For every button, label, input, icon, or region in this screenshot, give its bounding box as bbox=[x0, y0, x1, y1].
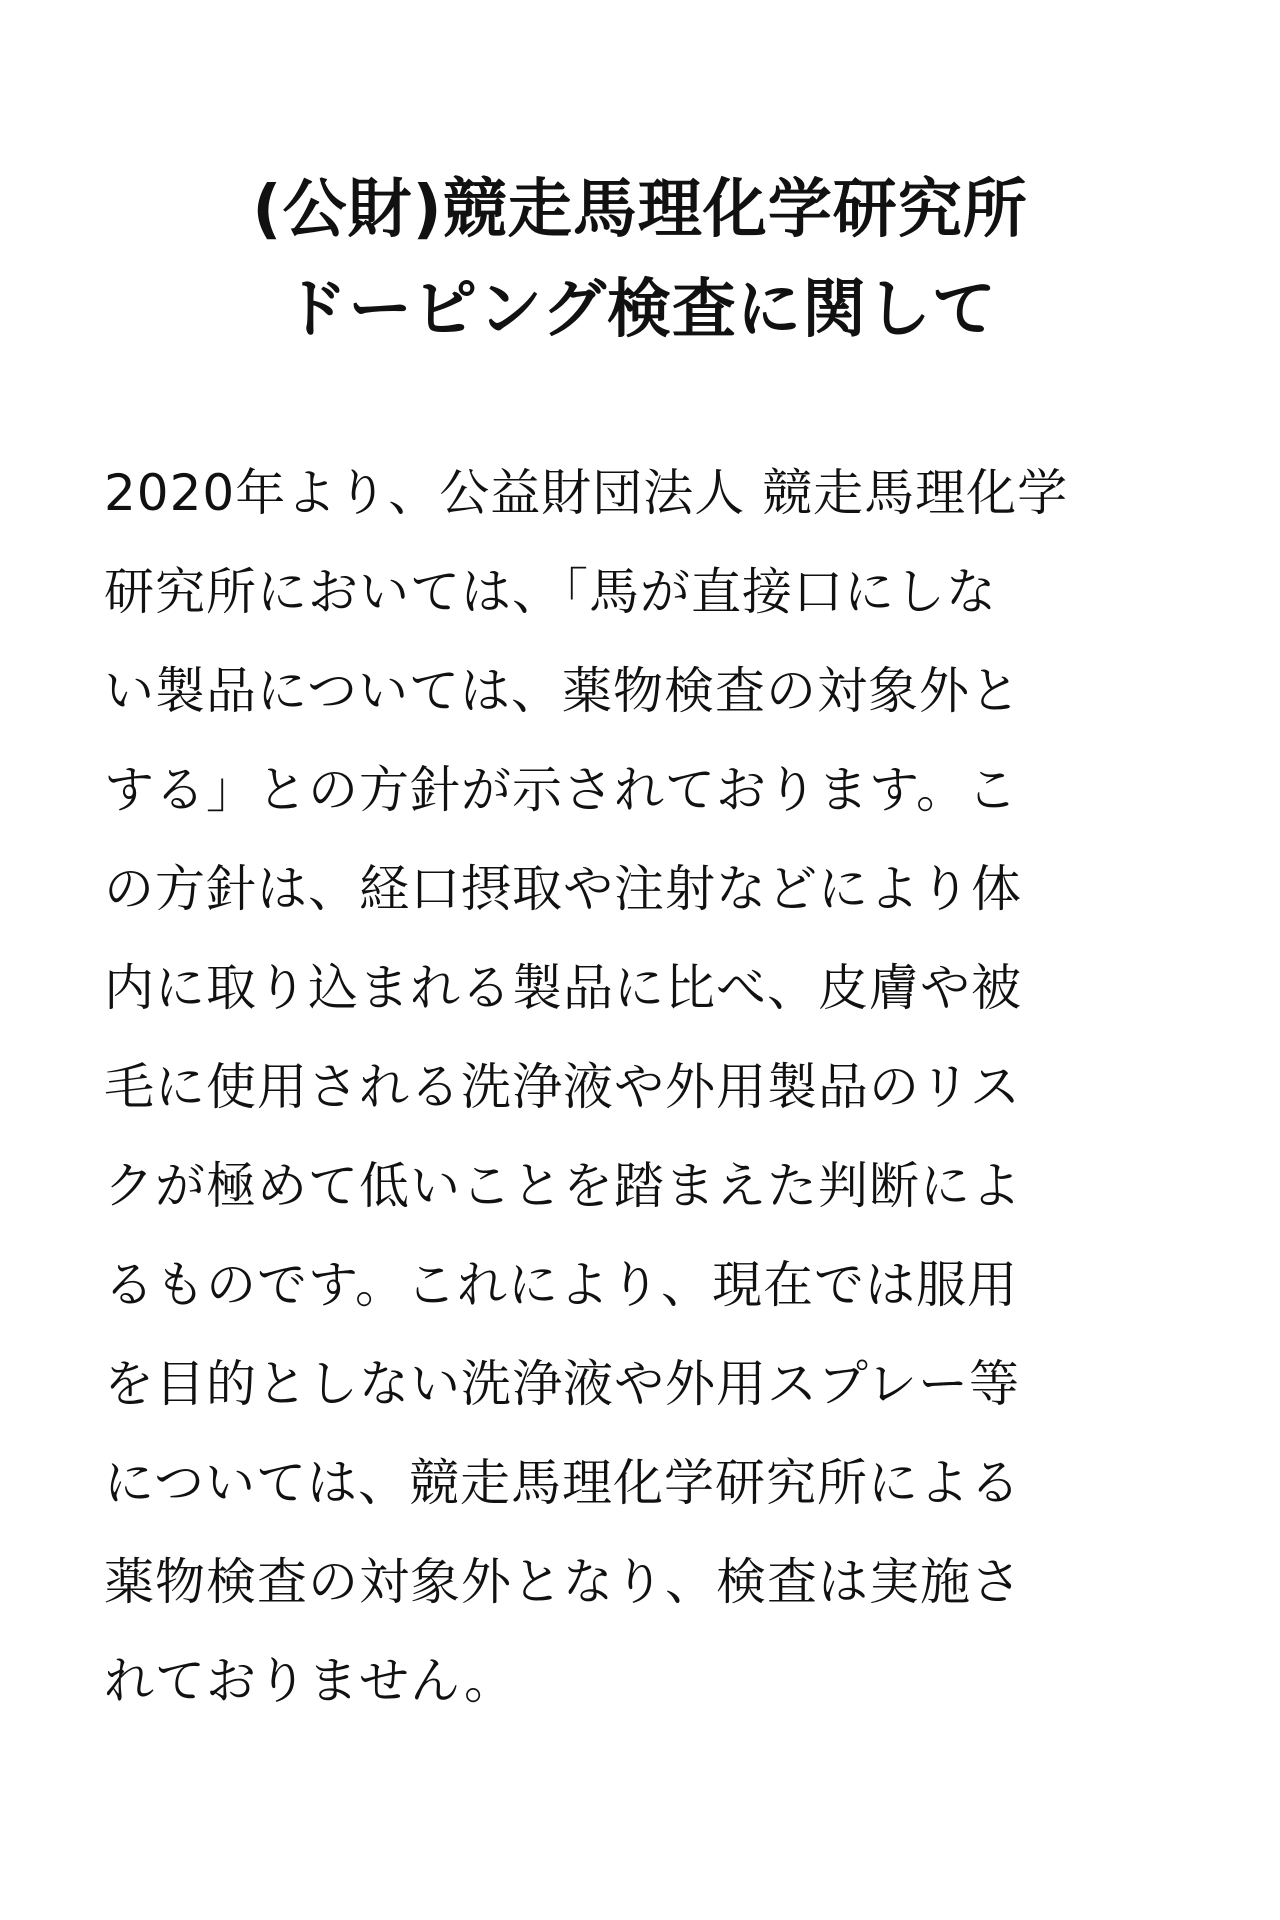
body-line: 内に取り込まれる製品に比べ、皮膚や被 bbox=[104, 959, 1022, 1017]
title-line-2: ドーピング検査に関して bbox=[283, 273, 997, 347]
body-line: れておりません。 bbox=[104, 1652, 515, 1710]
body-line: 研究所においては、「馬が直接口にしな bbox=[104, 563, 997, 621]
body-line: い製品については、薬物検査の対象外と bbox=[104, 662, 1021, 720]
body-line: クが極めて低いことを踏まえた判断によ bbox=[104, 1157, 1022, 1215]
body-line: する」との方針が示されております。こ bbox=[104, 761, 1018, 819]
body-line: るものです。これにより、現在では服用 bbox=[104, 1256, 1018, 1314]
body-line: については、競走馬理化学研究所による bbox=[104, 1454, 1021, 1512]
title-line-1: (公財)競走馬理化学研究所 bbox=[252, 173, 1028, 247]
body-line: 毛に使用される洗浄液や外用製品のリス bbox=[104, 1058, 1021, 1116]
body-line: 薬物検査の対象外となり、検査は実施さ bbox=[104, 1553, 1022, 1611]
body-line: を目的としない洗浄液や外用スプレー等 bbox=[104, 1355, 1020, 1413]
page-title bbox=[0, 160, 1280, 360]
body-line: 2020年より、公益財団法人 競走馬理化学 bbox=[104, 464, 1069, 522]
body-line: の方針は、経口摂取や注射などにより体 bbox=[104, 860, 1022, 918]
body-paragraph bbox=[104, 444, 1184, 1731]
